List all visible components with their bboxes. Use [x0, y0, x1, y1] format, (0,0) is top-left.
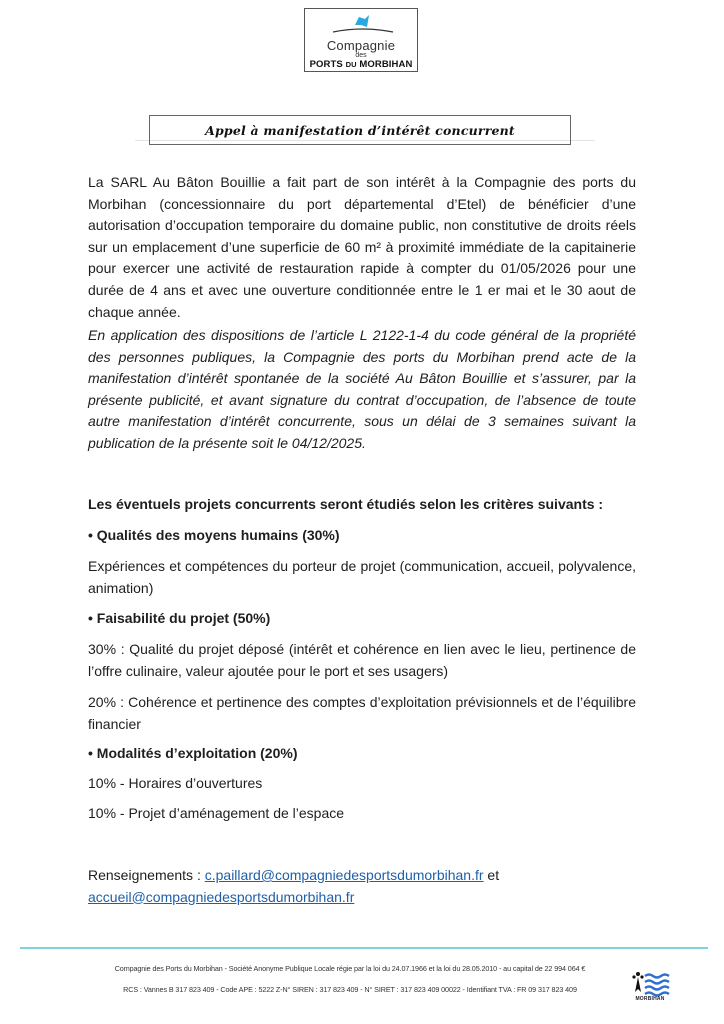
contact-info — [88, 865, 636, 908]
criterion-detail: 20% : Cohérence et pertinence des comptes d’exploitation prévisionnels et de l’équilibre financier — [88, 694, 636, 732]
footer-company-info: Compagnie des Ports du Morbihan - Société Anonyme Publique Locale régie par la loi du 24.07.1966 et la loi du 28.05.2010 - au capital de 22 994 064 € — [114, 964, 586, 973]
criterion-detail: Expériences et compétences du porteur de projet (communication, accueil, polyvalence, animation) — [88, 558, 636, 596]
logo-text-morbihan: MORBIHAN — [359, 59, 413, 70]
footer-divider — [20, 947, 708, 949]
criterion-detail: 10% - Horaires d’ouvertures — [88, 775, 263, 791]
footer-logo-label: MORBIHAN — [635, 996, 665, 1002]
criteria-heading: Les éventuels projets concurrents seront étudiés selon les critères suivants : — [88, 496, 604, 512]
criterion-title-feasibility: • Faisabilité du projet (50%) — [88, 610, 271, 626]
intro-paragraph: La SARL Au Bâton Bouillie a fait part de son intérêt à la Compagnie des ports du Morbihan (concessionnaire du port départemental d’Etel) de bénéficier d’une autorisation d’occupation temporaire du domaine public, non constitutive de droits réels sur un emplacement d’une superficie de 60 m² à proximité immédiate de la capitainerie pour exercer une activité de restauration rapide à compter du 01/05/2026 pour une durée de 4 ans et avec une ouverture conditionnée entre le 1 er mai et le 30 aout de chaque année. — [88, 174, 636, 320]
logo-text-ports-du-morbihan — [305, 59, 417, 70]
legal-paragraph: En application des dispositions de l’article L 2122-1-4 du code général de la propriété des personnes publiques, la Compagnie des ports du Morbihan prend acte de la manifestation d’intérêt spontanée de la société Au Bâton Bouillie et s’assurer, par la présente publicité, et avant signature du contrat d’occupation, de l’absence de toute autre manifestation d’intérêt concurrente, sous un délai de 3 semaines suivant la publication de la présente soit le 04/12/2025. — [88, 327, 636, 451]
document-title: Appel à manifestation d’intérêt concurrent — [205, 122, 515, 138]
criterion-title-human-resources: • Qualités des moyens humains (30%) — [88, 527, 340, 543]
criterion-detail: 30% : Qualité du projet déposé (intérêt et cohérence en lien avec le lieu, pertinence de l’offre culinaire, valeur ajoutée pour le port et ses usagers) — [88, 641, 636, 679]
flag-icon — [305, 13, 419, 35]
logo-text-ports: PORTS — [309, 59, 343, 70]
contact-connector: et — [483, 867, 500, 883]
logo-text-compagnie: Compagnie — [326, 38, 396, 53]
document-title-box — [149, 115, 571, 145]
logo-text-du: DU — [345, 60, 357, 69]
email-link-paillard[interactable]: c.paillard@compagniedesportsdumorbihan.fr — [204, 867, 484, 883]
contact-label: Renseignements : — [88, 867, 205, 883]
company-logo — [304, 8, 418, 72]
logo-text-des: des — [355, 52, 367, 59]
criterion-detail: 10% - Projet d’aménagement de l’espace — [88, 805, 345, 821]
email-link-accueil[interactable]: accueil@compagniedesportsdumorbihan.fr — [88, 888, 355, 905]
footer-registration-info: RCS : Vannes B 317 823 409 - Code APE : 5222 Z-N° SIREN : 317 823 409 - N° SIRET : 317 823 409 00022 - Identifiant TVA : FR 09 317 823 409 — [123, 985, 577, 994]
criterion-title-operating-terms: • Modalités d’exploitation (20%) — [88, 745, 298, 761]
